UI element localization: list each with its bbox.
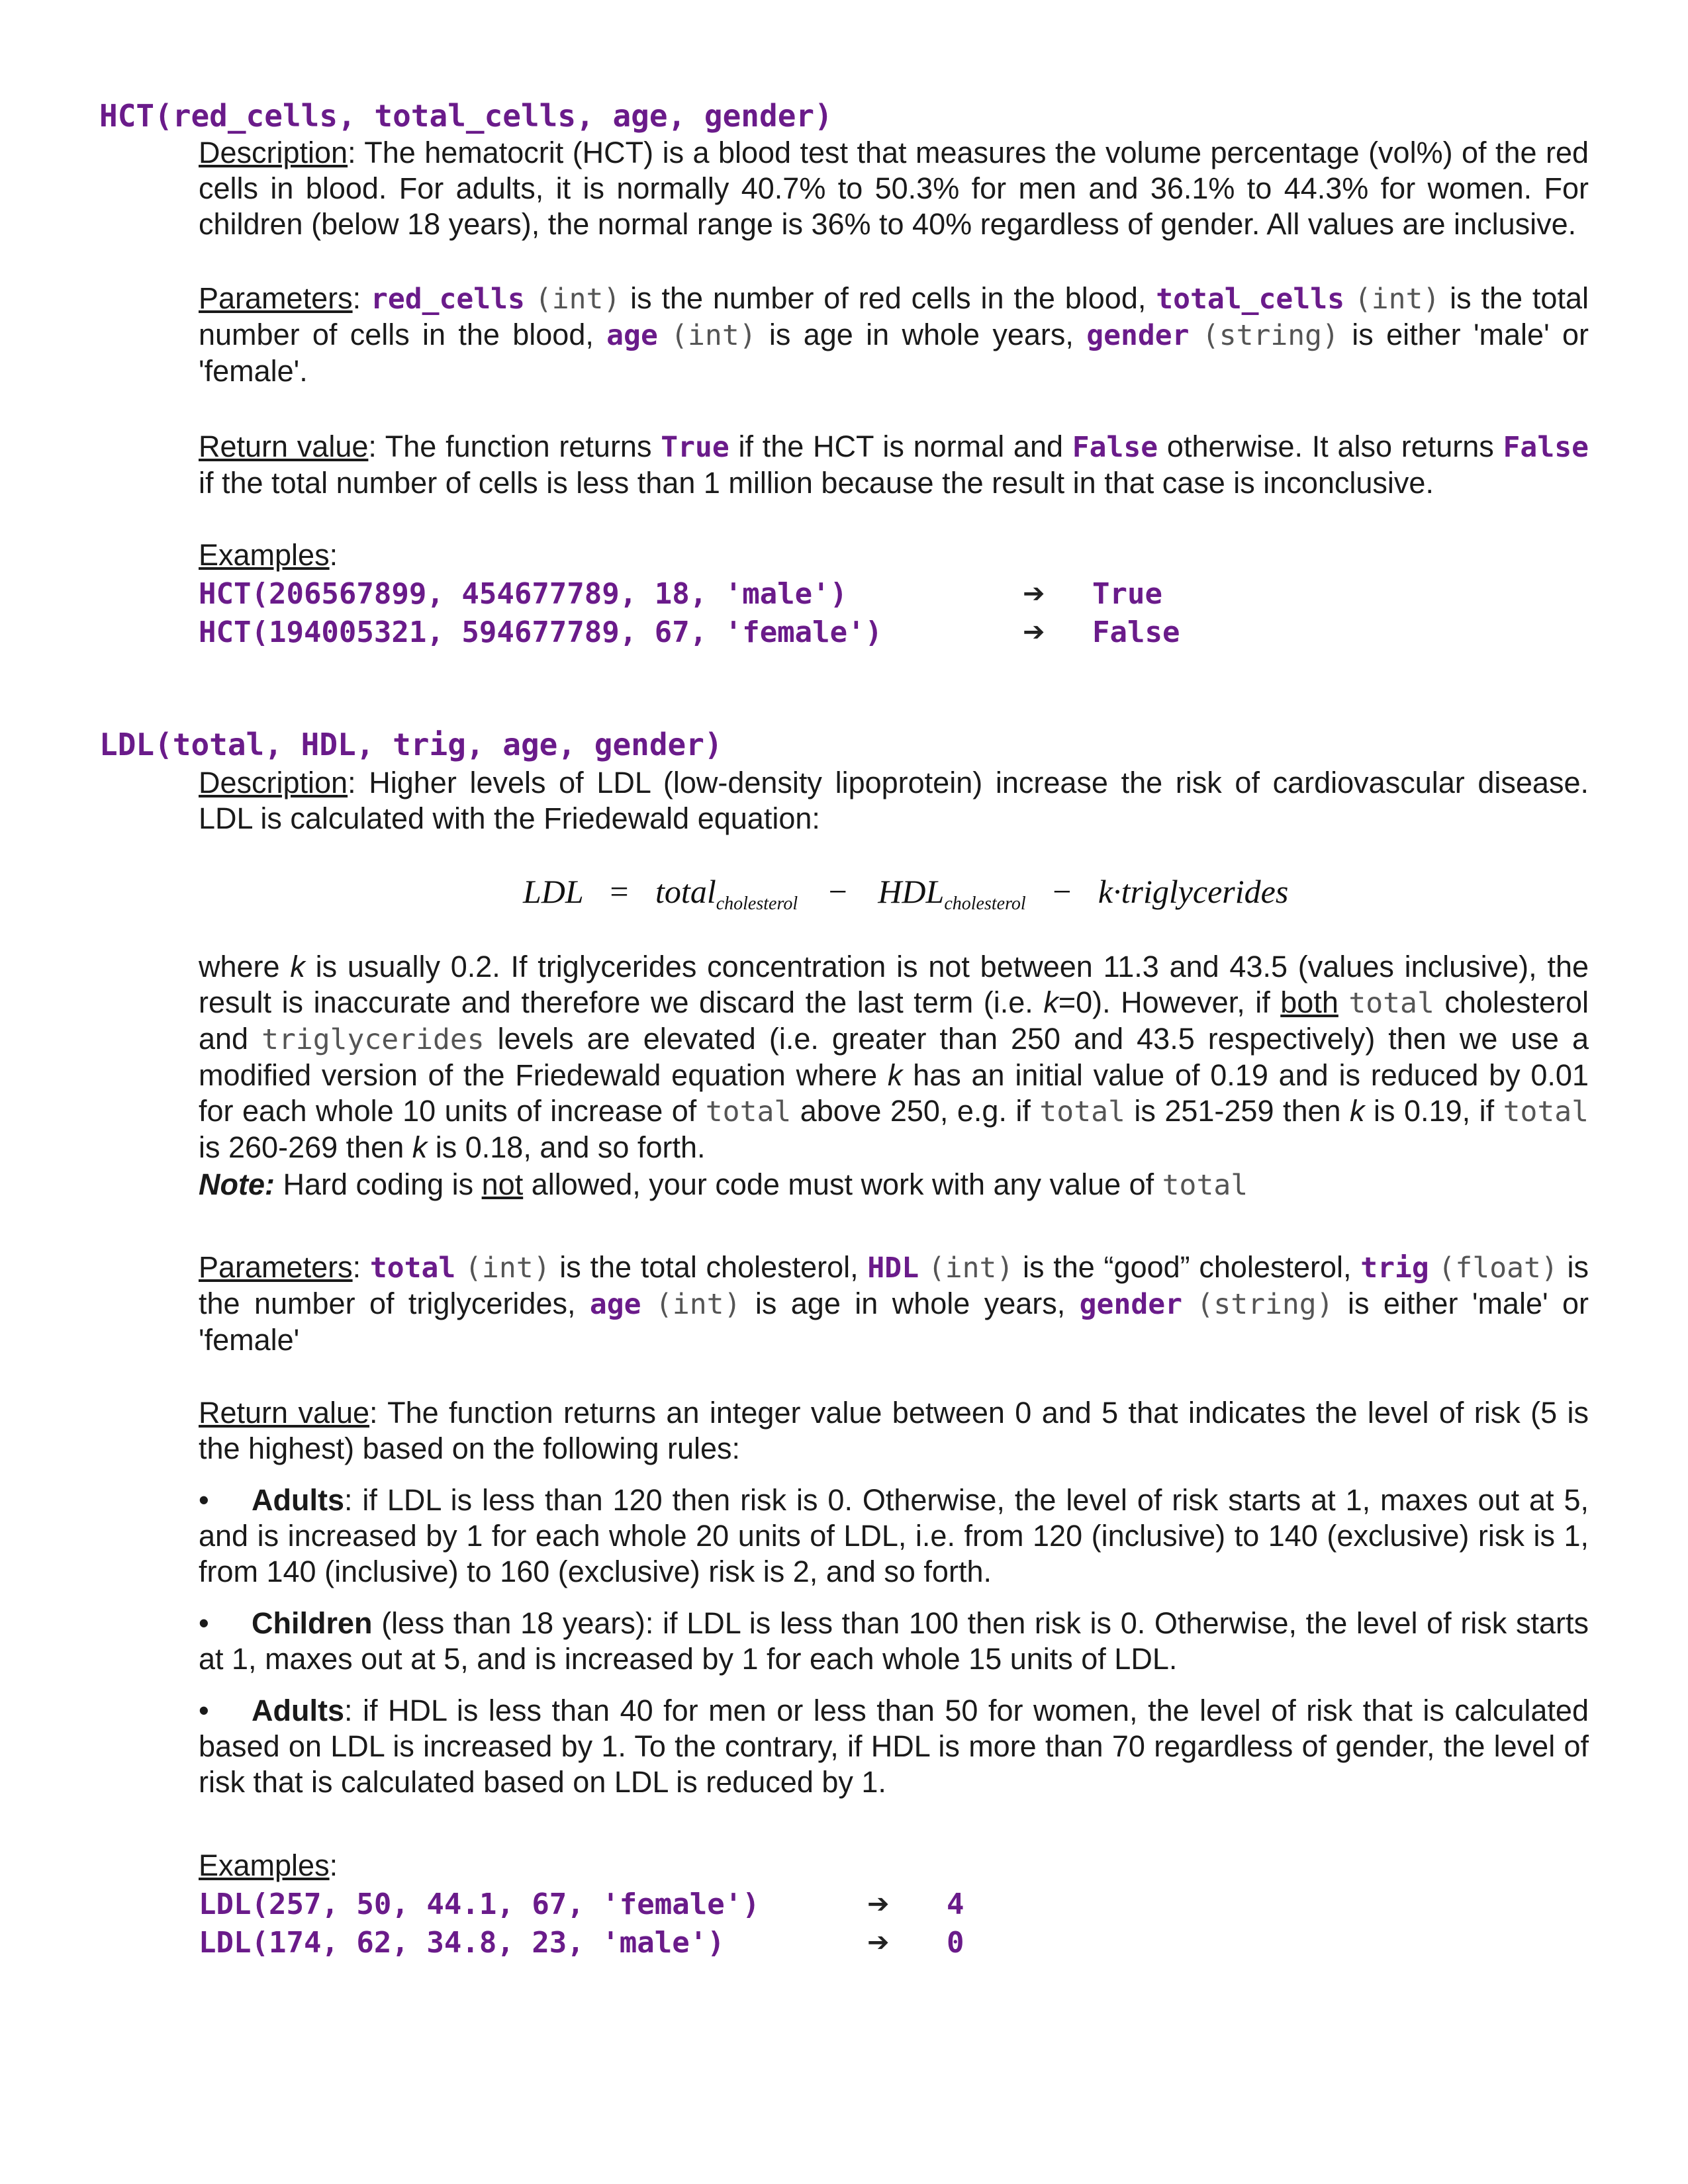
param-name: gender (1086, 319, 1190, 352)
param-type: (int) (534, 283, 621, 316)
ldl-examples-label-block: Examples: (199, 1848, 338, 1882)
ldl-description-label: Description (199, 766, 348, 799)
ldl-return-value: Return value: The function returns an integer value between 0 and 5 that indicates the level of risk (5 is the highest) based on the following rules: • Adults: if LDL is less than 120 then risk is 0. Otherwise, the level of risk starts at 1, maxes out at 5, and is increased by 1 for each whole 20 units of LDL, i.e. from 120 (inclusive) to 140 (exclusive) risk is 1, from 140 (inclusive) to 160 (exclusive) risk is 2, and so forth. • Children (less than 18 years): if LDL is less than 100 then risk is 0. Otherwise, the level of risk starts at 1, maxes out at 5, and is increased by 1 for each whole 15 units of LDL. • Adults: if HDL is less than 40 for men or less than 50 for women, the level of risk that is calculated based on LDL is increased by 1. To the contrary, if HDL is more than 70 regardless of gender, the level of risk that is calculated based on LDL is reduced by 1. (199, 1396, 1589, 1799)
arrow-right-icon: ➔ (867, 1927, 890, 1958)
param-type: (string) (1196, 1288, 1334, 1321)
ldl-example-result-1: 4 (947, 1888, 964, 1921)
hct-parameters: Parameters: red_cells (int) is the number of red cells in the blood, total_cells (int) is the total number of cells in the blood, age (int) is age in whole years, gender (string) is either 'male' or 'female'. (199, 281, 1589, 388)
hct-example-call-2: HCT(194005321, 594677789, 67, 'female') (199, 615, 883, 649)
param-type: (int) (671, 319, 757, 352)
ldl-parameters: Parameters: total (int) is the total cholesterol, HDL (int) is the “good” cholesterol, trig (float) is the number of triglycerides, age (int) is age in whole years, gender (string) is either 'male' or 'female' (199, 1250, 1589, 1357)
hct-example-result-1: True (1092, 577, 1162, 611)
ldl-example-result-2: 0 (947, 1926, 964, 1960)
bullet-icon: • (199, 1606, 209, 1640)
param-type: (string) (1201, 319, 1339, 352)
ldl-example-call-1: LDL(257, 50, 44.1, 67, 'female') (199, 1888, 760, 1921)
note-label: Note: (199, 1167, 275, 1201)
param-type: (int) (1354, 283, 1440, 316)
ldl-where-paragraph: where k is usually 0.2. If triglycerides concentration is not between 11.3 and 43.5 (values inclusive), the result is inaccurate and therefore we discard the last term (i.e. k=0). However, if both total cholesterol and triglycerides levels are elevated (i.e. greater than 250 and 43.5 respectively) then we use a modified version of the Friedewald equation where k has an initial value of 0.19 and is reduced by 0.01 for each whole 10 units of increase of total above 250, e.g. if total is 251-259 then k is 0.19, if total is 260-269 then k is 0.18, and so forth. Note: Hard coding is not allowed, your code must work with any value of total (199, 950, 1589, 1202)
hct-examples-label-block: Examples: (199, 538, 338, 572)
param-name: red_cells (370, 283, 525, 316)
ldl-parameters-label: Parameters (199, 1250, 353, 1284)
param-type: (int) (465, 1251, 551, 1285)
list-item: • Adults: if LDL is less than 120 then risk is 0. Otherwise, the level of risk starts at 1, maxes out at 5, and is increased by 1 for each whole 20 units of LDL, i.e. from 120 (inclusive) to 140 (exclusive) risk is 1, from 140 (inclusive) to 160 (exclusive) risk is 2, and so forth. (199, 1483, 1589, 1588)
false-keyword: False (1072, 431, 1158, 464)
hct-return-value: Return value: The function returns True if the HCT is normal and False otherwise. It also returns False if the total number of cells is less than 1 million because the result in that case is inconclusive. (199, 430, 1589, 500)
hct-example-call-1: HCT(206567899, 454677789, 18, 'male') (199, 577, 848, 611)
hct-function-signature: HCT(red_cells, total_cells, age, gender) (99, 98, 833, 134)
true-keyword: True (661, 431, 729, 464)
ldl-return-label: Return value (199, 1396, 370, 1430)
hct-example-result-2: False (1092, 615, 1180, 649)
ldl-description (199, 765, 1589, 837)
param-type: (int) (927, 1251, 1014, 1285)
risk-rules-list (199, 1482, 1589, 1800)
param-name: gender (1079, 1288, 1183, 1321)
friedewald-equation: LDL = total$_{cholesterol}$ − $HDL_{cholesterol}$ − k·triglycerides (523, 873, 1289, 914)
bullet-icon: • (199, 1483, 209, 1517)
hct-description-text: : The hematocrit (HCT) is a blood test that measures the volume percentage (vol%) of the red cells in blood. For adults, it is normally 40.7% to 50.3% for men and 36.1% to 44.3% for women. For children (below 18 years), the normal range is 36% to 40% regardless of gender. All values are inclusive. (199, 136, 1589, 241)
list-item: • Children (less than 18 years): if LDL is less than 100 then risk is 0. Otherwise, the level of risk starts at 1, maxes out at 5, and is increased by 1 for each whole 15 units of LDL. (199, 1606, 1589, 1676)
param-name: HDL (867, 1251, 919, 1285)
param-name: age (589, 1288, 641, 1321)
ldl-example-call-2: LDL(174, 62, 34.8, 23, 'male') (199, 1926, 725, 1960)
arrow-right-icon: ➔ (1023, 617, 1045, 647)
ldl-examples-label: Examples (199, 1848, 330, 1882)
hct-description (199, 135, 1589, 242)
bullet-icon: • (199, 1694, 209, 1727)
hct-parameters-label: Parameters (199, 281, 353, 315)
param-name: trig (1360, 1251, 1429, 1285)
ldl-function-signature: LDL(total, HDL, trig, age, gender) (99, 727, 723, 762)
hct-examples-label: Examples (199, 538, 330, 572)
param-name: age (606, 319, 658, 352)
param-type: (int) (655, 1288, 741, 1321)
arrow-right-icon: ➔ (1023, 578, 1045, 609)
hct-description-label: Description (199, 136, 348, 169)
false-keyword: False (1503, 431, 1589, 464)
ldl-description-text: : Higher levels of LDL (low-density lipoprotein) increase the risk of cardiovascular disease. LDL is calculated with the Friedewald equation: (199, 766, 1589, 835)
hct-return-label: Return value (199, 430, 369, 463)
param-type: (float) (1438, 1251, 1558, 1285)
param-name: total_cells (1156, 283, 1344, 316)
arrow-right-icon: ➔ (867, 1889, 890, 1919)
list-item: • Adults: if HDL is less than 40 for men or less than 50 for women, the level of risk that is calculated based on LDL is increased by 1. To the contrary, if HDL is more than 70 regardless of gender, the level of risk that is calculated based on LDL is reduced by 1. (199, 1694, 1589, 1799)
param-name: total (369, 1251, 456, 1285)
